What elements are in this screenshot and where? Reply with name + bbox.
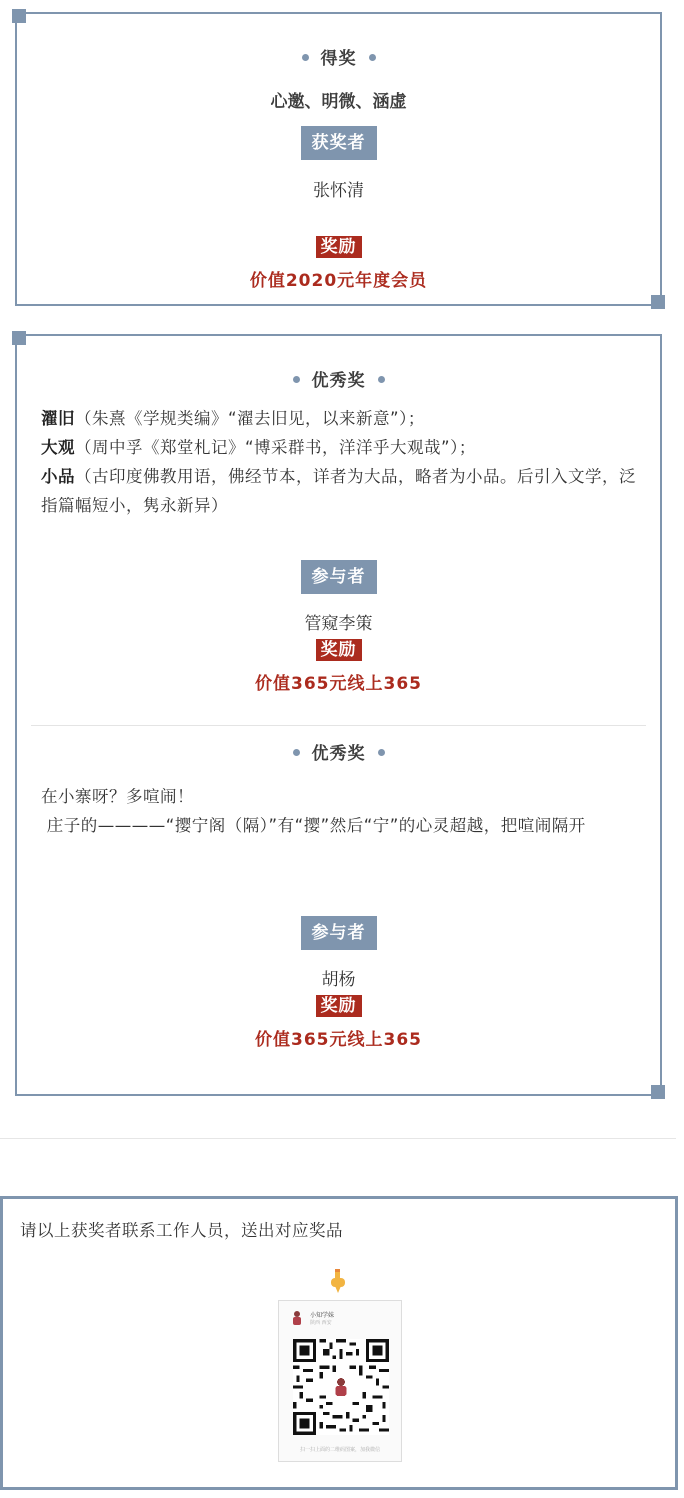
winner-label: 获奖者	[301, 126, 377, 160]
dot-icon	[293, 749, 300, 756]
contact-box	[0, 1196, 678, 1490]
award-title: 得奖	[17, 44, 660, 69]
reward-value: 价值365元线上365	[255, 1030, 422, 1050]
qr-code-image	[293, 1339, 389, 1435]
award-box-1	[15, 12, 662, 306]
winner-name: 张怀清	[313, 181, 364, 201]
award-works: 心邀、明微、涵虚	[270, 92, 407, 112]
description-line: 庄子的————“撄宁阁（隔）”有“撄”然后“宁”的心灵超越，把喧闹隔开	[41, 816, 586, 835]
award-title: 优秀奖	[17, 366, 660, 391]
reward-label: 奖励	[316, 236, 362, 258]
description-line: 大观（周中孚《郑堂札记》“博采群书，洋洋乎大观哉”）；	[41, 438, 476, 457]
qr-owner-location: 陕西 西安	[310, 1320, 332, 1326]
contact-text: 请以上获奖者联系工作人员，送出对应奖品	[20, 1221, 343, 1240]
qr-caption: 扫一扫上面的二维码图案，加我微信	[299, 1447, 380, 1453]
reward-value: 价值365元线上365	[255, 674, 422, 694]
award-box-2	[15, 334, 662, 1096]
award-description	[41, 404, 638, 520]
description-line: 在小寨呀？多喧闹！	[41, 787, 194, 806]
corner-decoration	[651, 1085, 665, 1099]
corner-decoration	[12, 331, 26, 345]
qr-owner-name: 小知学妹	[310, 1312, 335, 1319]
dot-icon	[302, 54, 309, 61]
reward-value: 价值2020元年度会员	[249, 271, 428, 291]
reward-label: 奖励	[316, 995, 362, 1017]
dot-icon	[378, 376, 385, 383]
participant-name: 胡杨	[321, 970, 356, 990]
award-title: 优秀奖	[17, 739, 660, 764]
award-description	[41, 782, 638, 840]
reward-label: 奖励	[316, 639, 362, 661]
page-divider	[0, 1138, 676, 1139]
participant-label: 参与者	[301, 560, 377, 594]
corner-decoration	[12, 9, 26, 23]
qr-code-card[interactable]	[278, 1300, 402, 1462]
participant-name: 管窥李策	[304, 614, 373, 634]
description-line: 小品（古印度佛教用语，佛经节本，详者为大品，略者为小品。后引入文学，泛指篇幅短小，隽永新异）	[41, 467, 636, 515]
section-divider	[31, 725, 646, 726]
dot-icon	[369, 54, 376, 61]
participant-label: 参与者	[301, 916, 377, 950]
avatar	[290, 1310, 304, 1326]
dot-icon	[378, 749, 385, 756]
dot-icon	[293, 376, 300, 383]
description-line: 濯旧（朱熹《学规类编》“濯去旧见，以来新意”）；	[41, 409, 425, 428]
pointing-down-icon	[329, 1269, 347, 1298]
corner-decoration	[651, 295, 665, 309]
